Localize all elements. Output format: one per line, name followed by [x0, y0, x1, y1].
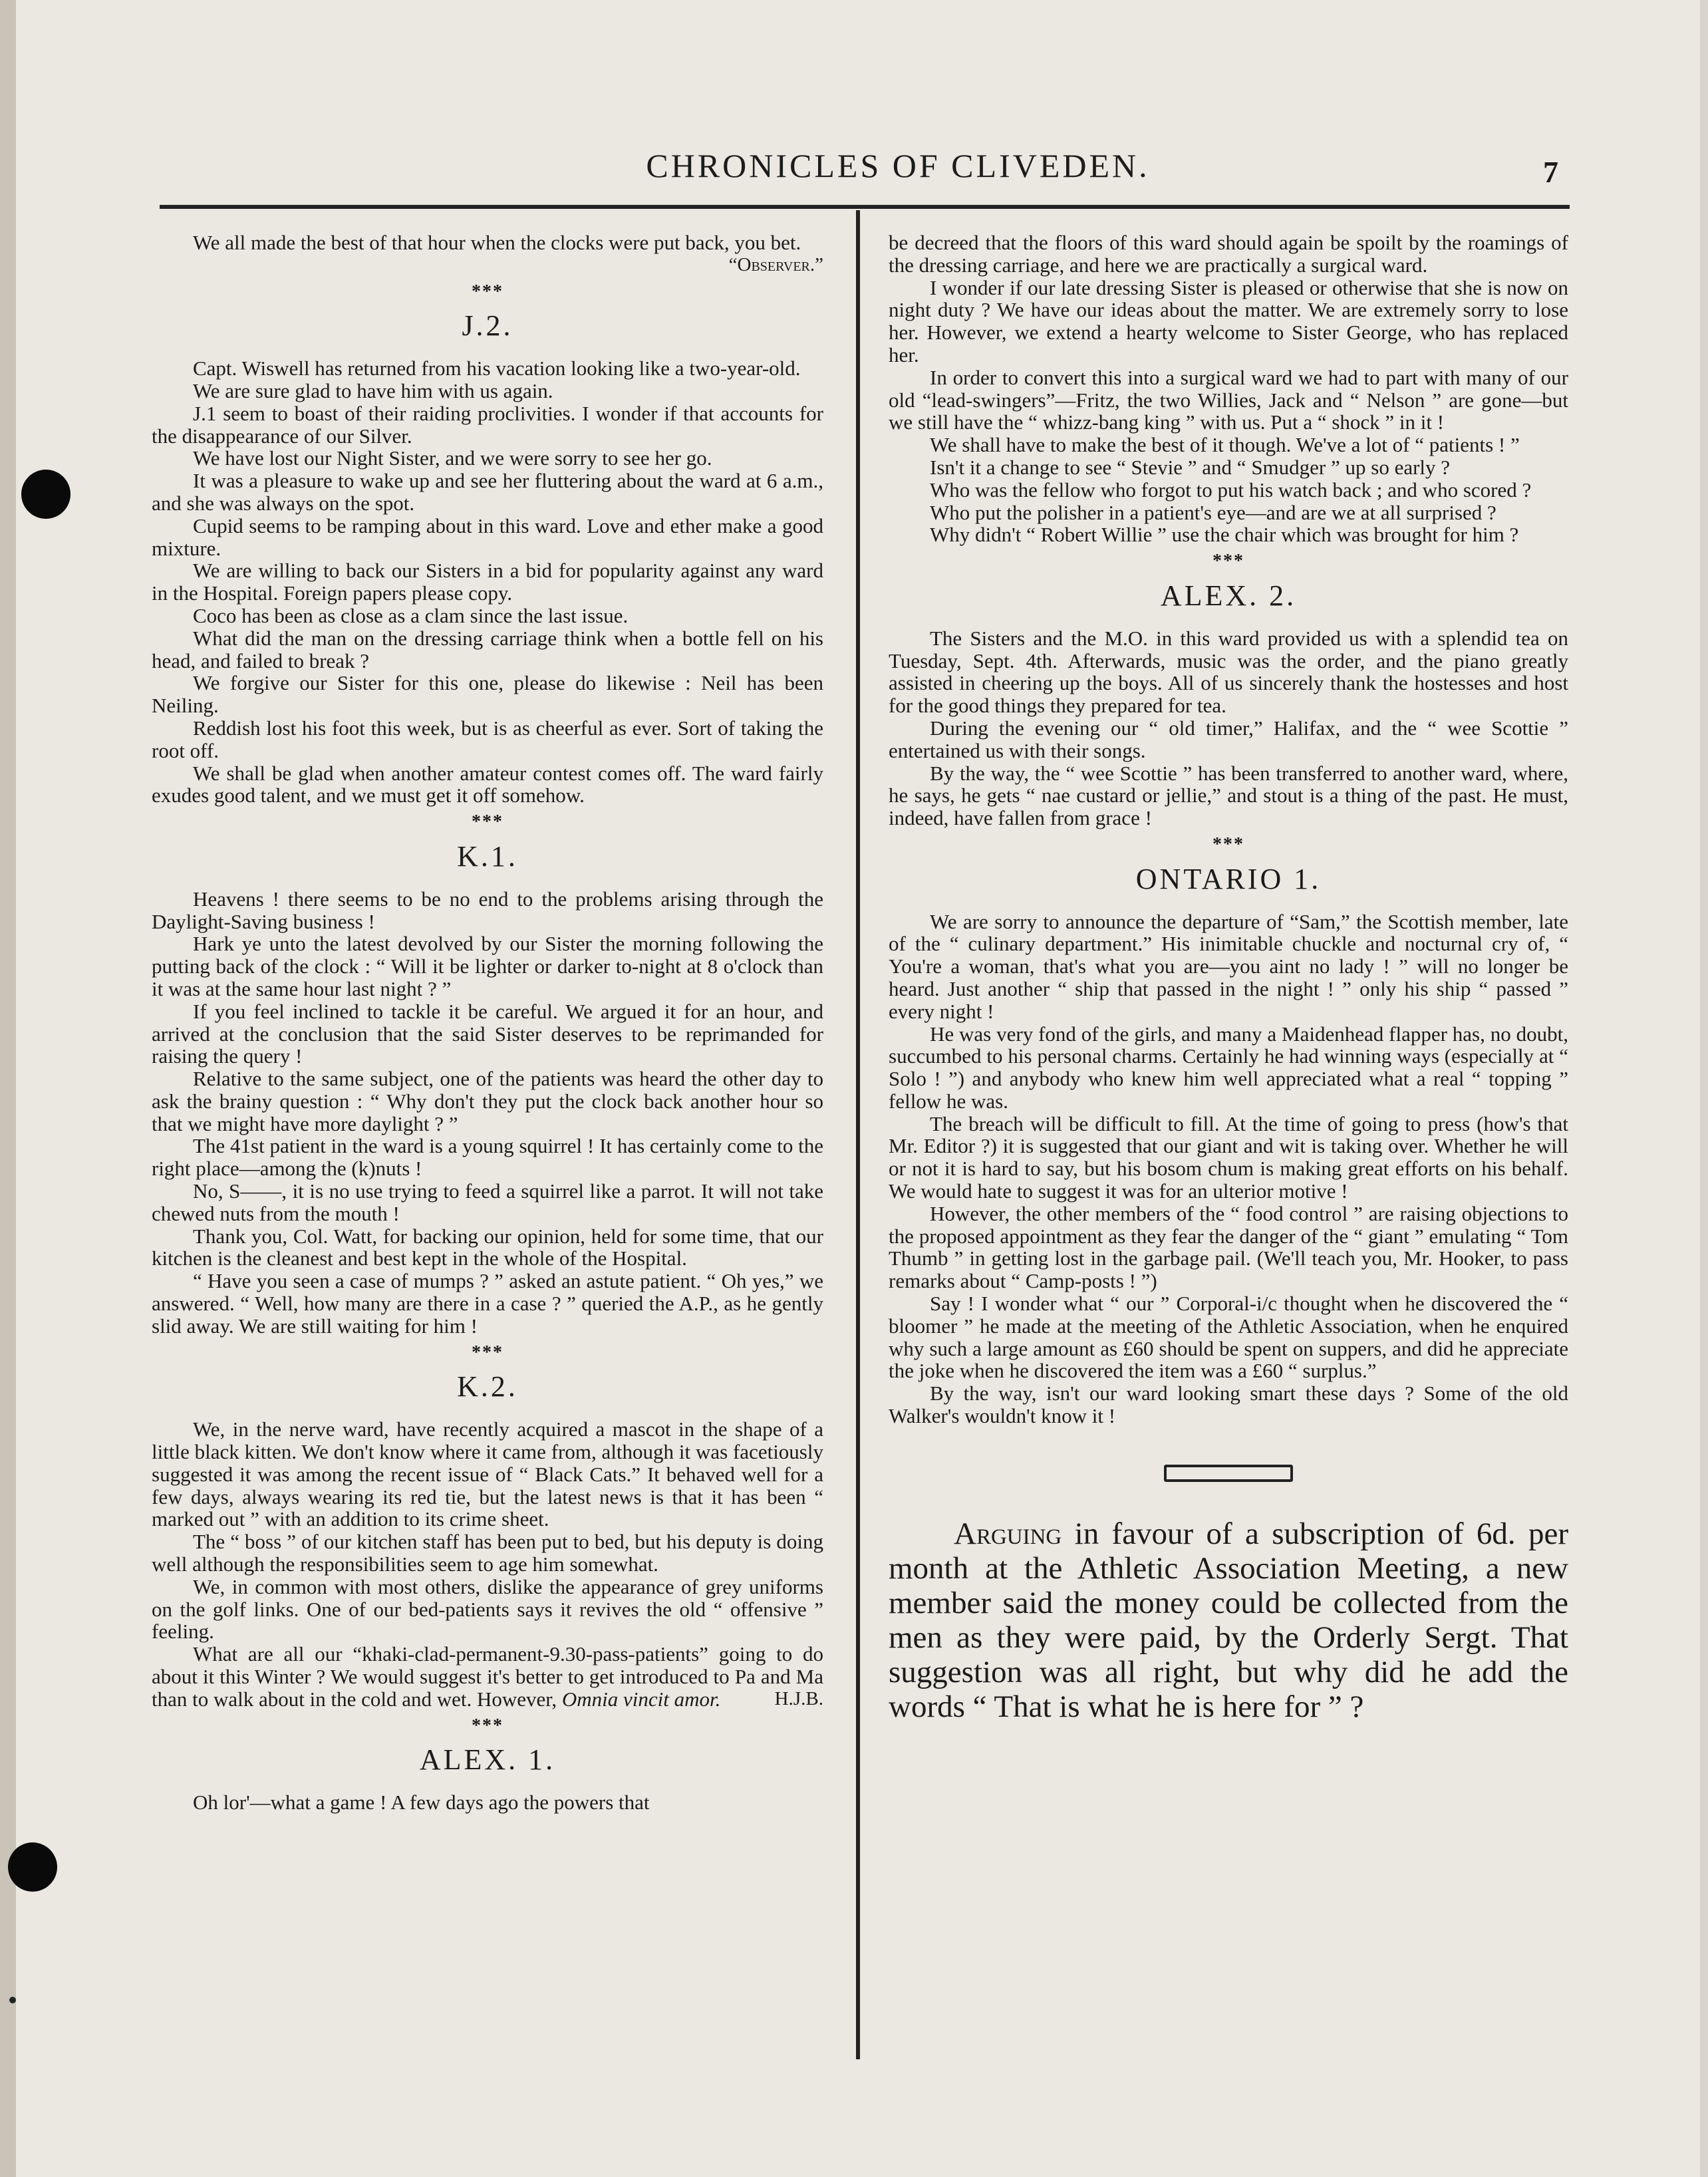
- column-rule: [856, 210, 860, 2059]
- running-title: CHRONICLES OF CLIVEDEN.: [646, 147, 1150, 184]
- paragraph: By the way, isn't our ward looking smart these days ? Some of the old Walker's wouldn't know it !: [889, 1381, 1568, 1428]
- paragraph: We have lost our Night Sister, and we were sorry to see her go.: [193, 446, 712, 470]
- paragraph: In order to convert this into a surgical ward we had to part with many of our old “lead-swingers”—Fritz, the two Willies, Jack and “ Nelson ” are gone—but we still have the “ whizz-bang king ” with us. Put a “ shock ” in it !: [889, 365, 1568, 434]
- paragraph: Who was the fellow who forgot to put his watch back ; and who scored ?: [930, 478, 1532, 502]
- section-heading-alex1: ALEX. 1.: [419, 1743, 556, 1777]
- ink-speck: [9, 1997, 16, 2003]
- bar-ornament: [1164, 1465, 1293, 1482]
- section-heading-j2: J.2.: [462, 309, 513, 343]
- paragraph: What did the man on the dressing carriage think when a bottle fell on his head, and failed to break ?: [152, 626, 823, 672]
- signature-observer: “Observer.”: [728, 253, 823, 275]
- paragraph: During the evening our “ old timer,” Halifax, and the “ wee Scottie ” entertained us with their songs.: [889, 716, 1568, 762]
- paragraph: Thank you, Col. Watt, for backing our opinion, held for some time, that our kitchen is the cleanest and best kept in the whole of the Hospital.: [152, 1224, 823, 1270]
- separator: ***: [1212, 551, 1244, 572]
- paragraph-continued: be decreed that the floors of this ward should again be spoilt by the roamings of the dressing carriage, and here we are practically a surgical ward.: [889, 231, 1568, 277]
- paragraph: By the way, the “ wee Scottie ” has been transferred to another ward, where, he says, he gets “ nae custard or jellie,” and stout is a thing of the past. He must, indeed, have fallen from grace !: [889, 761, 1568, 830]
- paragraph: I wonder if our late dressing Sister is pleased or otherwise that she is now on night duty ? We have our ideas about the matter. We are extremely sorry to lose her. However, we extend a hearty welcome to Sister George, who has replaced her.: [889, 275, 1568, 366]
- paragraph: No, S——, it is no use trying to feed a squirrel like a parrot. It will not take chewed nuts from the mouth !: [152, 1179, 823, 1225]
- section-heading-alex2: ALEX. 2.: [1160, 579, 1297, 612]
- separator: ***: [472, 1715, 503, 1736]
- paragraph: What are all our “khaki-clad-permanent-9.30-pass-patients” going to do about it this Winter ? We would suggest it's better to get introduced to Pa and Ma than to walk about in the cold and wet. However, Omnia vincit amor. H.J.B.: [152, 1642, 823, 1711]
- paragraph: Hark ye unto the latest devolved by our Sister the morning following the putting back of the clock : “ Will it be lighter or darker to-night at 8 o'clock than it was at the same hour last night ? ”: [152, 932, 823, 1000]
- paragraph: We, in the nerve ward, have recently acquired a mascot in the shape of a little black kitten. We don't know where it came from, although it was facetiously suggested it was among the recent issue of “ Black Cats.” It behaved well for a few days, always wearing its red tie, but the latest news is that it has been “ marked out ” with an addition to its crime sheet.: [152, 1417, 823, 1531]
- latin-phrase: Omnia vincit amor.: [561, 1687, 721, 1711]
- paragraph: Say ! I wonder what “ our ” Corporal-i/c thought when he discovered the “ bloomer ” he made at the meeting of the Athletic Association, when he enquired why such a large amount as £60 should be spent on suppers, and did he appreciate the joke when he discovered the item was a £60 “ surplus.”: [889, 1292, 1568, 1383]
- paragraph: We are sure glad to have him with us again.: [193, 378, 553, 402]
- paragraph: We forgive our Sister for this one, please do likewise : Neil has been Neiling.: [152, 671, 823, 718]
- section-heading-ontario1: ONTARIO 1.: [1135, 862, 1322, 895]
- paragraph: Reddish lost his foot this week, but is as cheerful as ever. Sort of taking the root off.: [152, 716, 823, 762]
- anecdote-lead: Arguing: [954, 1516, 1062, 1551]
- paragraph: The 41st patient in the ward is a young squirrel ! It has certainly come to the right place—among the (k)nuts !: [152, 1134, 823, 1181]
- paragraph: We, in common with most others, dislike the appearance of grey uniforms on the golf links. One of our bed-patients says it revives the old “ offensive ” feeling.: [152, 1574, 823, 1644]
- paragraph: It was a pleasure to wake up and see her fluttering about the ward at 6 a.m., and she was always on the spot.: [152, 469, 823, 515]
- header-rule: [160, 205, 1570, 209]
- signature-hjb: H.J.B.: [774, 1687, 823, 1709]
- paragraph: The “ boss ” of our kitchen staff has been put to bed, but his deputy is doing well although the responsibilities seem to age him somewhat.: [152, 1530, 823, 1576]
- separator: ***: [1212, 833, 1244, 855]
- intro-paragraph: We all made the best of that hour when the clocks were put back, you bet. “Observer.”: [193, 231, 823, 275]
- paragraph: We shall have to make the best of it though. We've a lot of “ patients ! ”: [930, 433, 1520, 457]
- paragraph: Who put the polisher in a patient's eye—and are we at all surprised ?: [930, 500, 1496, 524]
- paragraph: J.1 seem to boast of their raiding proclivities. I wonder if that accounts for the disappearance of our Silver.: [152, 401, 823, 448]
- paragraph: The breach will be difficult to fill. At the time of going to press (how's that Mr. Editor ?) it is suggested that our giant and wit is taking over. Whether he will or not it is hard to say, but his bosom chum is making great efforts on his behalf. We would hate to suggest it was for an ulterior motive !: [889, 1111, 1568, 1203]
- paragraph: Isn't it a change to see “ Stevie ” and “ Smudger ” up so early ?: [930, 455, 1451, 479]
- punch-hole-lower: [8, 1842, 57, 1892]
- paragraph: We shall be glad when another amateur contest comes off. The ward fairly exudes good talent, and we must get it off somehow.: [152, 761, 823, 807]
- right-column: [889, 231, 1568, 1724]
- paragraph: Oh lor'—what a game ! A few days ago the powers that: [193, 1791, 650, 1814]
- page-number: 7: [1543, 155, 1558, 189]
- left-column: [152, 231, 823, 1814]
- paragraph: The Sisters and the M.O. in this ward provided us with a splendid tea on Tuesday, Sept. 4th. Afterwards, music was the order, and the piano greatly assisted in cheering up the boys. All of us sincerely thank the hostesses and host for the good things they prepared for tea.: [889, 626, 1568, 718]
- paragraph: Heavens ! there seems to be no end to the problems arising through the Daylight-Saving business !: [152, 887, 823, 933]
- paragraph: Relative to the same subject, one of the patients was heard the other day to ask the brainy question : “ Why don't they put the clock back another hour so that we might have more daylight ? ”: [152, 1067, 823, 1135]
- separator: ***: [472, 281, 503, 302]
- anecdote-paragraph: Arguing in favour of a subscription of 6d. per month at the Athletic Association Meeting, a new member said the money could be collected from the men as they were paid, by the Orderly Sergt. That suggestion was all right, but why did he add the words “ That is what he is here for ” ?: [889, 1516, 1568, 1724]
- punch-hole-upper: [21, 470, 71, 519]
- paragraph: He was very fond of the girls, and many a Maidenhead flapper has, no doubt, succumbed to his personal charms. Certainly he had winning ways (especially at “ Solo ! ”) and anybody who knew him well appreciated what a real “ topping ” fellow he was.: [889, 1022, 1568, 1113]
- paragraph: Why didn't “ Robert Willie ” use the chair which was brought for him ?: [930, 523, 1519, 547]
- paragraph: Cupid seems to be ramping about in this ward. Love and ether make a good mixture.: [152, 513, 823, 560]
- separator: ***: [472, 1342, 503, 1363]
- section-heading-k1: K.1.: [457, 839, 518, 873]
- paragraph: We are willing to back our Sisters in a bid for popularity against any ward in the Hospital. Foreign papers please copy.: [152, 559, 823, 605]
- paragraph: If you feel inclined to tackle it be careful. We argued it for an hour, and arrived at the conclusion that the said Sister deserves to be reprimanded for raising the query !: [152, 999, 823, 1068]
- paragraph: We are sorry to announce the departure of “Sam,” the Scottish member, late of the “ culinary department.” His inimitable chuckle and nocturnal cry of, “ You're a woman, that's what you are—you aint no lady ! ” will no longer be heard. Just another “ ship that passed in the night ! ” only his ship “ passed ” every night !: [889, 909, 1568, 1023]
- paragraph: However, the other members of the “ food control ” are raising objections to the proposed appointment as they fear the danger of the “ giant ” emulating “ Tom Thumb ” in getting lost in the garbage pail. (We'll teach you, Mr. Hooker, to pass remarks about “ Camp-posts ! ”): [889, 1201, 1568, 1293]
- paragraph: Capt. Wiswell has returned from his vacation looking like a two-year-old.: [193, 357, 801, 380]
- paragraph: Coco has been as close as a clam since the last issue.: [193, 603, 629, 627]
- anecdote-box: [889, 1517, 1568, 1724]
- paragraph: “ Have you seen a case of mumps ? ” asked an astute patient. “ Oh yes,” we answered. “ Well, how many are there in a case ? ” queried the A.P., as he gently slid away. We are still waiting for him !: [152, 1269, 823, 1338]
- separator: ***: [472, 811, 503, 833]
- section-heading-k2: K.2.: [457, 1370, 518, 1403]
